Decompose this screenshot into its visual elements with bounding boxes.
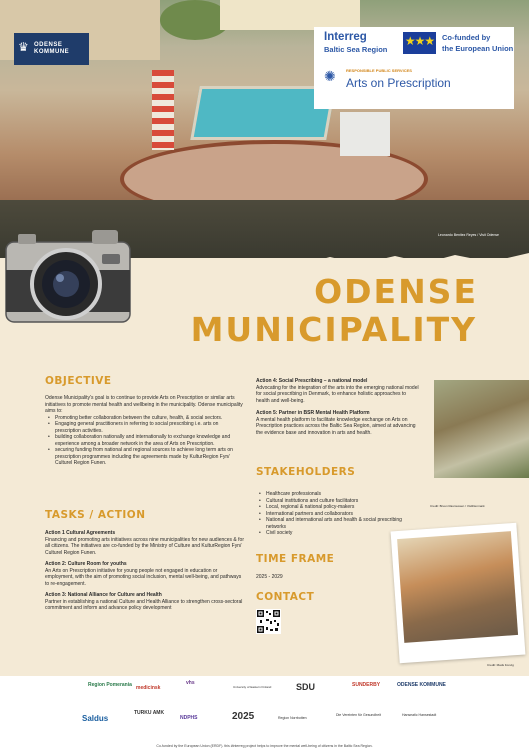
list-item: • building collaboration nationally and internationally to exchange knowledge and experience among a broader network in the area of Arts on Prescription. <box>55 434 245 447</box>
list-item: • Cultural institutions and culture facilitators <box>266 498 416 505</box>
title-line-2: MUNICIPALITY <box>190 310 477 349</box>
objective-list <box>45 415 245 467</box>
partner-logo: Die Vereinten für Gesundheit <box>336 713 381 717</box>
objective-body <box>45 395 245 467</box>
partner-logo: Hanseatic Hansestadt <box>402 713 437 717</box>
interreg-logo-box <box>314 27 514 109</box>
tasks-body <box>45 530 245 612</box>
timeframe-heading: TIME FRAME <box>256 553 335 565</box>
stakeholders-heading: STAKEHOLDERS <box>256 466 356 478</box>
hero-shed <box>340 112 390 156</box>
crown-icon: ♛ <box>18 40 29 54</box>
partner-logo: Saldus <box>82 714 109 723</box>
list-item: • Local, regional & national policy-makers <box>266 504 416 511</box>
hero-photo-credit: Leonardo Benitez Reyes / Visit Odense <box>437 233 499 237</box>
task-title: Action 2: Culture Room for youths <box>45 561 127 567</box>
eu-cofunded-text: Co-funded by the European Union <box>442 33 514 53</box>
partner-logo: vhs <box>186 680 195 686</box>
aop-logo-icon: ✺ <box>324 68 336 84</box>
camera-icon <box>0 220 135 330</box>
task-text: A mental health platform to facilitate knowledge exchange on Arts on Prescription practices across the Baltic Sea Region, aimed at advancing the evidence base and innovation in arts and health. <box>256 416 416 436</box>
timeframe-value: 2025 - 2029 <box>256 574 283 580</box>
objective-intro: Odense Municipality's goal is to continue to provide Arts on Prescription or similar arts initiatives to promote mental health and wellbeing in the municipality. Odense municipality aims to: <box>45 395 243 414</box>
odense-kommune-logo <box>14 33 89 65</box>
task-title: Action 4: Social Prescribing – a national model <box>256 378 368 384</box>
task-title: Action 5: Partner in BSR Mental Health Platform <box>256 410 370 416</box>
partner-logo: TURKU AMK <box>134 710 165 716</box>
partner-logo: SDU <box>296 682 316 692</box>
list-item: • Engaging general practitioners in referring to social prescribing i.e. arts on prescription activities. <box>55 421 245 434</box>
objective-heading: OBJECTIVE <box>45 375 112 387</box>
hero-lifeguard-tower <box>152 70 174 150</box>
street-photo <box>397 531 518 643</box>
task-title: Action 1 Cultural Agreements <box>45 530 116 536</box>
partner-logo: University of Eastern Finland <box>233 685 272 689</box>
list-item: • National and international arts and health & social prescribing networks <box>266 517 416 530</box>
actions-right <box>256 378 421 436</box>
stakeholders-list <box>256 491 416 537</box>
contact-heading: CONTACT <box>256 591 315 603</box>
hero-building <box>220 0 360 30</box>
list-item: • Promoting better collaboration between the culture, health, & social sectors. <box>55 415 245 422</box>
odense-logo-text: ODENSE KOMMUNE <box>34 42 70 55</box>
eu-flag-icon: ★★★ <box>403 32 436 54</box>
courtyard-photo <box>434 380 529 478</box>
list-item: • securing funding from national and regional sources to achieve long term arts on prescription programmes including the agreements made by KulturRegion Fyn/ Culturel Region Funen. <box>55 447 245 467</box>
partner-logo: SUNDERBY <box>352 682 381 688</box>
task-item <box>45 592 245 612</box>
task-item <box>45 530 245 556</box>
partner-logo: 2025 <box>232 711 255 722</box>
task-item <box>256 378 421 404</box>
partner-logo: medicinsk <box>136 685 161 691</box>
photo-credit: Credit: Mads Fonvig <box>487 663 514 667</box>
task-text: An Arts on Prescription initiative for young people not engaged in education or employment, with the aim of promoting social inclusion, mental well-being, and pathways to re-engagement. <box>45 567 242 587</box>
task-text: Advocating for the integration of the arts into the emerging national model for social prescribing in Denmark, to enhance holistic approaches to health and well-being. <box>256 384 419 404</box>
partner-logo: NDPHS <box>180 715 198 721</box>
task-item <box>256 410 421 436</box>
tasks-heading: TASKS / ACTION <box>45 509 146 521</box>
list-item: • Civil society <box>266 530 416 537</box>
task-text: Partner in establishing a national Culture and Health Alliance to strengthen cross-sectoral commitment and inform and advance policy development <box>45 598 243 611</box>
list-item: • International partners and collaborators <box>266 511 416 518</box>
footer-note: Co-funded by the European Union (ERDF). this #lnterreg project helps to improve the mental well-being of citizens in the Baltic Sea Region. <box>156 744 373 748</box>
title-line-1: ODENSE <box>314 272 478 311</box>
partner-logo: Region Pomerania <box>88 682 132 688</box>
interreg-title: Interreg <box>324 31 367 43</box>
street-polaroid-photo <box>391 523 526 663</box>
task-title: Action 3: National Alliance for Culture and Health <box>45 592 162 598</box>
aop-program-label: RESPONSIBLE PUBLIC SERVICES <box>346 68 412 73</box>
interreg-subtitle: Baltic Sea Region <box>324 45 388 54</box>
list-item: • Healthcare professionals <box>266 491 416 498</box>
partner-logo: Region Norrbotten <box>278 716 307 720</box>
stakeholders-body <box>256 491 416 537</box>
task-item <box>45 561 245 587</box>
aop-name: Arts on Prescription <box>346 76 451 90</box>
photo-credit: Credit: Bruun Rasmussen / VisitDenmark <box>430 504 485 508</box>
partner-logo: ODENSE KOMMUNE <box>397 682 446 688</box>
qr-code-icon[interactable] <box>256 609 281 634</box>
task-text: Financing and promoting arts initiatives across nine municipalities for new audiences & for all citizens. The initiatives are co-funded by the Ministry of Culture and KulturRegion Fyn/ Culturel Region Funen. <box>45 536 244 556</box>
